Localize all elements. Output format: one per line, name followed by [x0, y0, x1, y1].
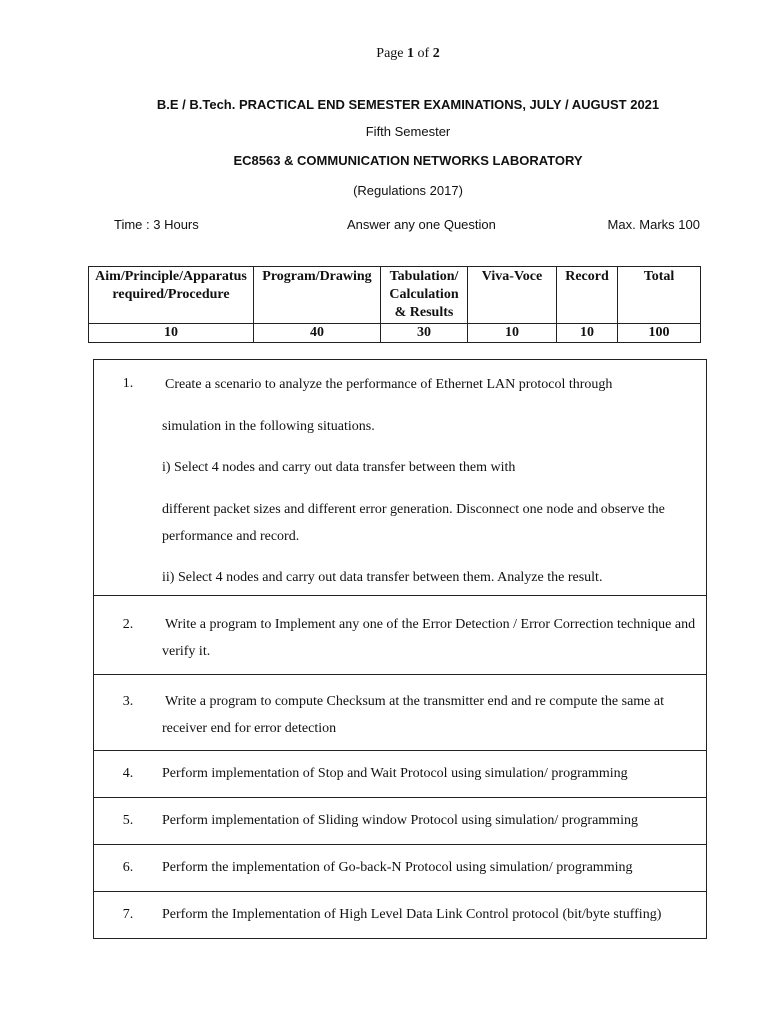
marks-distribution-table — [88, 266, 701, 343]
marks-record: 10 — [557, 324, 618, 343]
question-text: Create a scenario to analyze the performance of Ethernet LAN protocol through simulation in the following situations. i) Select 4 nodes and carry out data transfer between them with different packet sizes and different error generation. Disconnect one node and observe the performance and record. ii) Select 4 nodes and carry out data transfer between them. Analyze the result. — [161, 360, 707, 596]
marks-total: 100 — [618, 324, 701, 343]
marks-tabulation: 30 — [381, 324, 468, 343]
page-number — [0, 46, 768, 62]
exam-title: B.E / B.Tech. PRACTICAL END SEMESTER EXAMINATIONS, JULY / AUGUST 2021 — [156, 97, 660, 112]
question-row — [94, 798, 707, 845]
question-text: Perform the implementation of Go-back-N Protocol using simulation/ programming — [161, 845, 707, 892]
header-program: Program/Drawing — [254, 267, 381, 324]
question-text: Perform implementation of Stop and Wait Protocol using simulation/ programming — [161, 751, 707, 798]
question-text: Perform implementation of Sliding window Protocol using simulation/ programming — [161, 798, 707, 845]
header-viva: Viva-Voce — [468, 267, 557, 324]
question-row — [94, 596, 707, 675]
semester: Fifth Semester — [365, 124, 451, 139]
question-number: 1. — [94, 360, 162, 596]
question-text: Perform the Implementation of High Level Data Link Control protocol (bit/byte stuffing) — [161, 892, 707, 939]
question-text: Write a program to Implement any one of the Error Detection / Error Correction technique and verify it. — [161, 596, 707, 675]
exam-info-row — [114, 217, 700, 235]
question-number: 2. — [94, 596, 162, 675]
page-current: 1 — [407, 46, 415, 61]
exam-duration: Time : 3 Hours — [114, 217, 199, 232]
question-number: 7. — [94, 892, 162, 939]
marks-value-row — [89, 324, 701, 343]
header-record: Record — [557, 267, 618, 324]
course-title: EC8563 & COMMUNICATION NETWORKS LABORATORY — [233, 153, 583, 168]
questions-table — [93, 359, 707, 939]
page-total: 2 — [432, 46, 440, 61]
question-number: 6. — [94, 845, 162, 892]
marks-header-row — [89, 267, 701, 324]
question-row — [94, 892, 707, 939]
question-row — [94, 675, 707, 751]
marks-viva: 10 — [468, 324, 557, 343]
page-of: of — [417, 46, 430, 61]
question-row — [94, 360, 707, 596]
marks-program: 40 — [254, 324, 381, 343]
question-number: 5. — [94, 798, 162, 845]
page-prefix: Page — [376, 46, 404, 61]
question-number: 4. — [94, 751, 162, 798]
header-total: Total — [618, 267, 701, 324]
header-aim: Aim/Principle/Apparatus required/Procedure — [89, 267, 254, 324]
exam-instruction: Answer any one Question — [347, 217, 496, 232]
regulations: (Regulations 2017) — [353, 183, 463, 198]
marks-aim: 10 — [89, 324, 254, 343]
header-tabulation: Tabulation/ Calculation & Results — [381, 267, 468, 324]
question-number: 3. — [94, 675, 162, 751]
question-row — [94, 751, 707, 798]
question-row — [94, 845, 707, 892]
question-text: Write a program to compute Checksum at the transmitter end and re compute the same at receiver end for error detection — [161, 675, 707, 751]
max-marks: Max. Marks 100 — [607, 217, 700, 232]
